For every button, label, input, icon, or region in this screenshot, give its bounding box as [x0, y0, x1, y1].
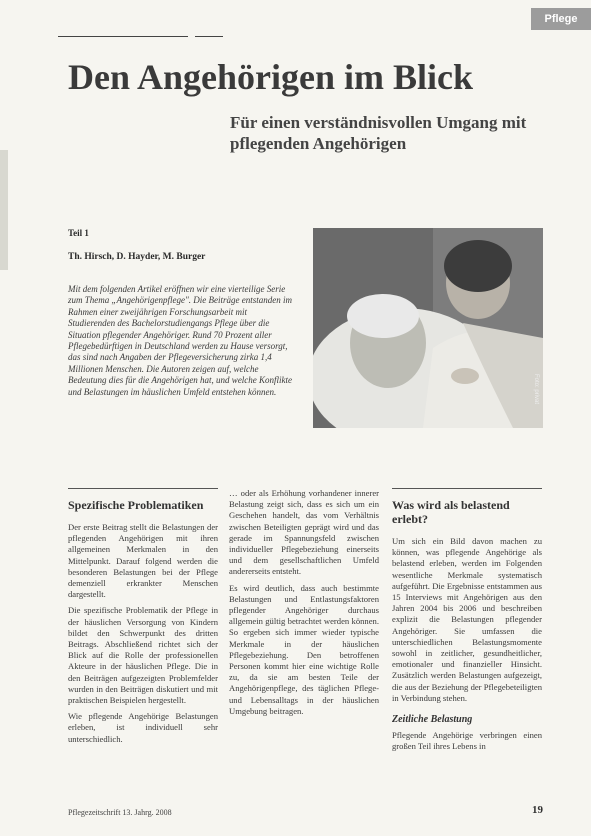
column-rule-1 — [68, 488, 218, 489]
intro-text: Mit dem folgenden Artikel eröffnen wir eine vierteilige Serie zum Thema „Angehörigenpflege". Die Beiträge entstanden im Rahmen einer zweijährigen Forschungsarbeit mit Studierenden des Bachelorstudiengangs Pflege über die Situation pflegender Angehöriger. Rund 70 Prozent aller Pflegebedürftigen in Deutschland werden zu Hause versorgt, das sind nach Angaben der Pflegeversicherung zirka 1,4 Millionen Menschen. Die Autoren zeigen auf, welche Bedeutung dies für die Angehörigen hat, und welche Konflikte und Belastungen im häuslichen Umfeld entstehen können. — [68, 284, 293, 397]
column-1 — [68, 498, 218, 750]
article-photo — [313, 228, 543, 428]
column-3-tail: Pflegende Angehörige verbringen einen großen Teil ihres Lebens in — [392, 730, 542, 752]
paragraph: Der erste Beitrag stellt die Belastungen der pflegenden Angehörigen mit ihren allgemeinen Merkmalen in den Mittelpunkt. Darauf folgend werden die besonderen Belastungen bei der Pflege demenziell erkrankter Menschen dargestellt. — [68, 522, 218, 600]
paragraph: … oder als Erhöhung vorhandener innerer Belastung zeigt sich, dass es sich um ein Geschehen handelt, das vom Verhältnis zwischen Beteiligten geprägt wird und das gerade im Spannungsfeld zwischen individueller Pflegebeziehung einerseits und dem gesellschaftlichen Umfeld andererseits entsteht. — [229, 488, 379, 577]
page-number: 19 — [532, 804, 543, 816]
journal-footer: Pflegezeitschrift 13. Jahrg. 2008 — [68, 808, 172, 817]
page-edge-shadow — [0, 150, 8, 270]
photo-illustration — [313, 228, 543, 428]
header-rule — [58, 36, 188, 37]
photo-credit: Foto: privat — [533, 373, 539, 404]
paragraph: Um sich ein Bild davon machen zu können, was pflegende Angehörige als belastend erleben, werden im Folgenden wesentliche Merkmale systematisch aufgeführt. Die Ergebnisse entstammen aus 15 Interviews mit Angehörigen aus den Jahren 2004 bis 2006 und beschreiben explizit die Belastungen pflegender Angehöriger. Sie umfassen die unterschiedlichen Belastungsmomente sowohl in zeitlicher, gesundheitlicher, emotionaler und finanzieller Hinsicht. Zusätzlich werden Belastungen aufgezeigt, die aus der Beziehung der Pflegebeteiligten in Verbindung stehen. — [392, 536, 542, 703]
article-subtitle: Für einen verständnisvollen Umgang mit pflegenden Angehörigen — [230, 113, 527, 153]
column-2 — [229, 488, 379, 722]
paragraph: Es wird deutlich, dass auch bestimmte Belastungen und Entlastungsfaktoren pflegender Angehöriger durchaus allgemein gültig betrachtet werden können. So ergeben sich immer wieder typische Merkmale in der häuslichen Pflegebeziehung. Den betroffenen Personen kommt hier eine wichtige Rolle zu, da sie am besten Teile der Angehörigenpflege, des täglichen Pflege- und Lebensalltags in der häuslichen Umgebung beitragen. — [229, 582, 379, 716]
header-rule-short — [195, 36, 223, 37]
paragraph: Die spezifische Problematik der Pflege in der häuslichen Versorgung von Kindern bildet den Schwerpunkt des dritten Beitrags. Abschließend richtet sich der Blick auf die Rolle der professionellen Akteure in der häuslichen Pflege. Die in den Beiträgen aufgezeigten Problemfelder wurden in den Beiträgen diskutiert und mit praktischen Beispielen hergestellt. — [68, 605, 218, 706]
column-1-heading: Spezifische Problematiken — [68, 498, 204, 512]
column-3-heading: Was wird als belastend erlebt? — [392, 498, 510, 526]
column-3-body — [392, 536, 542, 704]
column-3 — [392, 498, 542, 752]
paragraph: Wie pflegende Angehörige Belastungen erleben, ist individuell sehr unterschiedlich. — [68, 711, 218, 744]
article-title: Den Angehörigen im Blick — [68, 57, 474, 97]
column-3-subheading: Zeitliche Belastung — [392, 714, 473, 726]
column-rule-3 — [392, 488, 542, 489]
section-tab: Pflege — [531, 8, 591, 30]
series-part: Teil 1 — [68, 228, 89, 238]
column-2-body — [229, 488, 379, 717]
authors: Th. Hirsch, D. Hayder, M. Burger — [68, 252, 206, 262]
column-1-body — [68, 522, 218, 745]
